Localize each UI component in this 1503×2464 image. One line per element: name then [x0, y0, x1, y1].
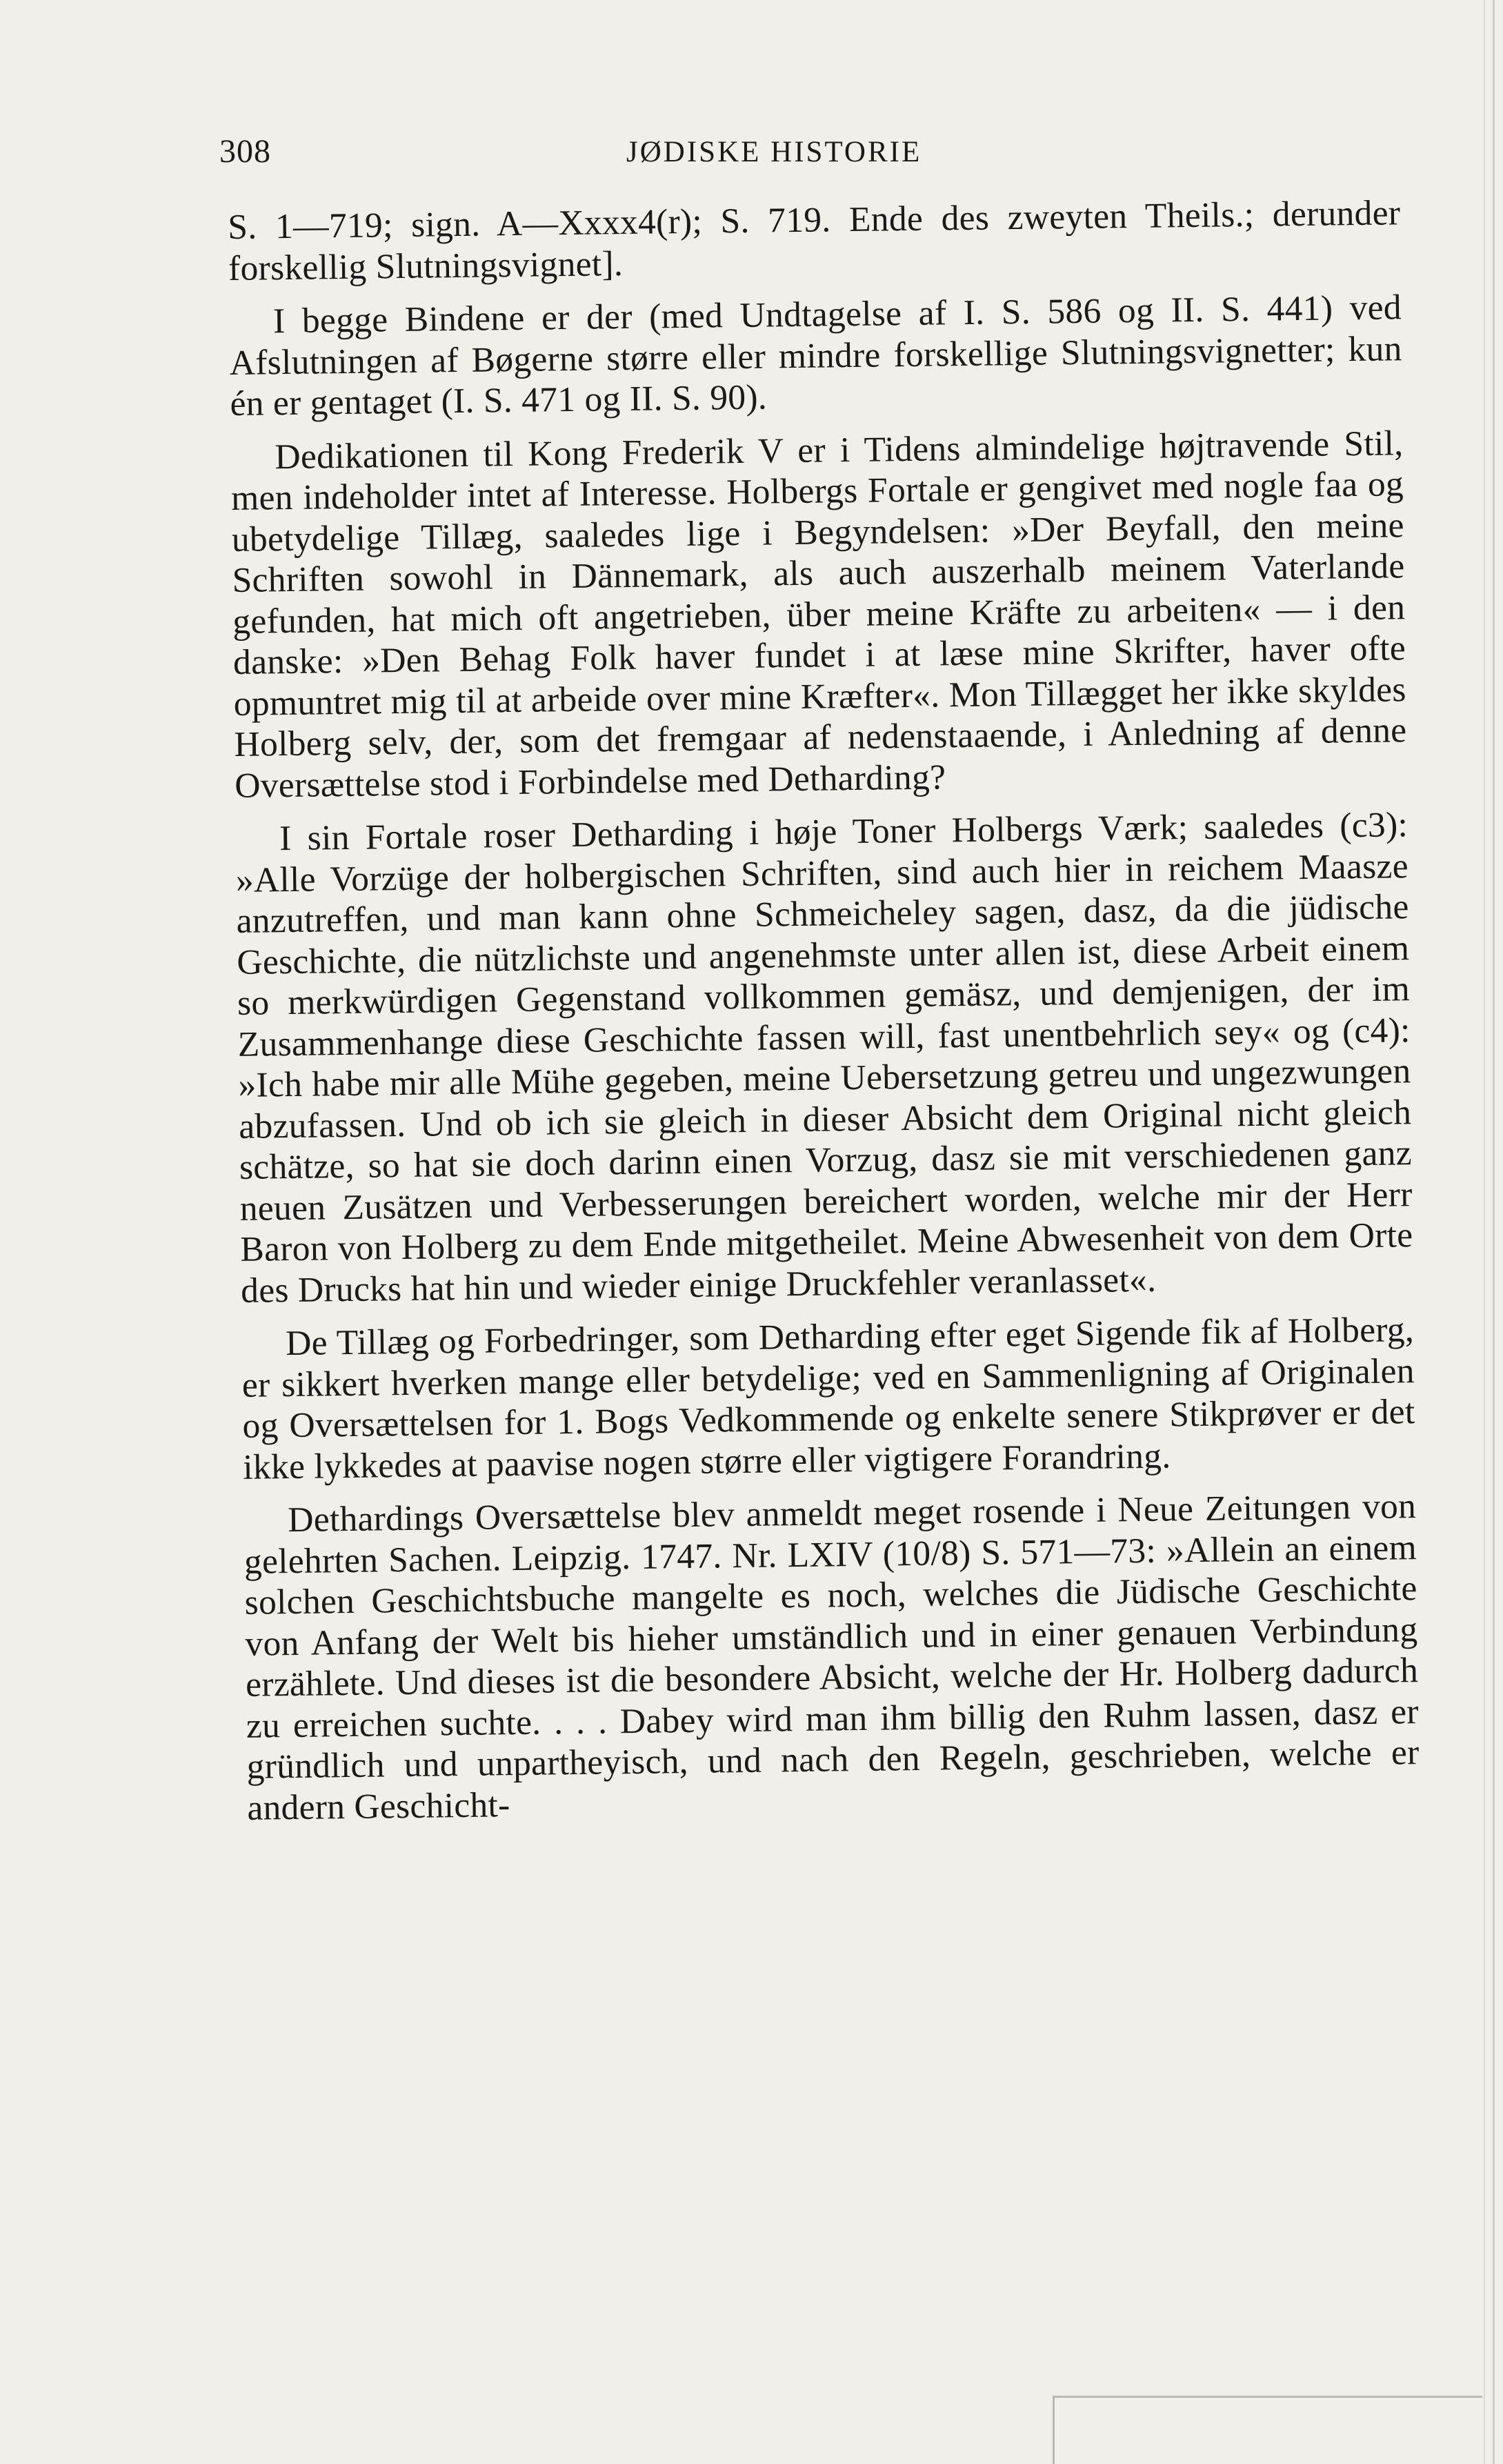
- scan-corner-mark: [1053, 2396, 1482, 2464]
- paragraph-vignettes: I begge Bindene er der (med Undtagelse af I. S. 586 og II. S. 441) ved Afslutningen af Bøgerne større eller mindre forskellige Slutningsvignetter; kun én er gentaget (I. S. 471 og II. S. 90).: [229, 288, 1402, 424]
- paragraph-preface-quote: I sin Fortale roser Detharding i høje Toner Holbergs Værk; saaledes (c3): »Alle Vorzüge der holbergischen Schriften, sind auch hier in reichem Maasze anzutreffen, und man kann ohne Schmeicheley sagen, dasz, da die jüdische Geschichte, die nützlichste und angenehmste unter allen ist, diese Arbeit einem so merkwürdigen Gegenstand vollkommen gemäsz, und demjenigen, der im Zusammenhange diese Geschichte fassen will, fast unentbehrlich sey« og (c4): »Ich habe mir alle Mühe gegeben, meine Uebersetzung getreu und ungezwungen abzufassen. Und ob ich sie gleich in dieser Absicht dem Original nicht gleich schätze, so hat sie doch darinn einen Vorzug, dasz sie mit verschiedenen ganz neuen Zusätzen und Verbesserungen bereichert worden, welche mir der Herr Baron von Holberg zu dem Ende mitgetheilet. Meine Abwesenheit von dem Orte des Drucks hat hin und wieder einige Druckfehler veranlasset«.: [235, 805, 1413, 1311]
- page-edge-shadow: [1484, 0, 1485, 2464]
- paragraph-review: Dethardings Oversættelse blev anmeldt meget rosende i Neue Zeitungen von gelehrten Sachen. Leipzig. 1747. Nr. LXIV (10/8) S. 571—73: »Allein an einem solchen Geschichtsbuche mangelte es noch, welches die Jüdische Geschichte von Anfang der Welt bis hieher umständlich und in einer genauen Verbindung erzählete. Und dieses ist die besondere Absicht, welche der Hr. Holberg dadurch zu erreichen suchte. . . . Dabey wird man ihm billig den Ruhm lassen, dasz er gründlich und unpartheyisch, und nach den Regeln, geschrieben, welche er andern Geschicht-: [243, 1487, 1420, 1828]
- page-header: [219, 132, 1392, 181]
- paragraph-additions: De Tillæg og Forbedringer, som Detharding efter eget Sigende fik af Holberg, er sikkert hverken mange eller betydelige; ved en Sammenligning af Originalen og Oversættelsen for 1. Bogs Vedkommende og enkelte senere Stikprøver er det ikke lykkedes at paavise nogen større eller vigtigere Forandring.: [241, 1310, 1415, 1487]
- page-number: 308: [219, 133, 271, 170]
- paragraph-dedication: Dedikationen til Kong Frederik V er i Tidens almindelige højtravende Stil, men indeholder intet af Interesse. Holbergs Fortale er gengivet med nogle faa og ubetydelige Tillæg, saaledes lige i Begyndelsen: »Der Beyfall, den meine Schriften sowohl in Dännemark, als auch auszerhalb meinem Vaterlande gefunden, hat mich oft angetrieben, über meine Kräfte zu arbeiten« — i den danske: »Den Behag Folk haver fundet i at læse mine Skrifter, haver ofte opmuntret mig til at arbeide over mine Kræfter«. Mon Tillægget her ikke skyldes Holberg selv, der, som det fremgaar af nedenstaaende, i Anledning af denne Oversættelse stod i Forbindelse med Detharding?: [230, 423, 1407, 806]
- body-text: [228, 192, 1420, 1829]
- running-head: JØDISKE HISTORIE: [626, 136, 922, 168]
- page-edge-line: [1493, 0, 1495, 2464]
- paragraph-collation: S. 1—719; sign. A—Xxxx4(r); S. 719. Ende des zweyten Theils.; derunder forskellig Slutningsvignet].: [228, 193, 1401, 288]
